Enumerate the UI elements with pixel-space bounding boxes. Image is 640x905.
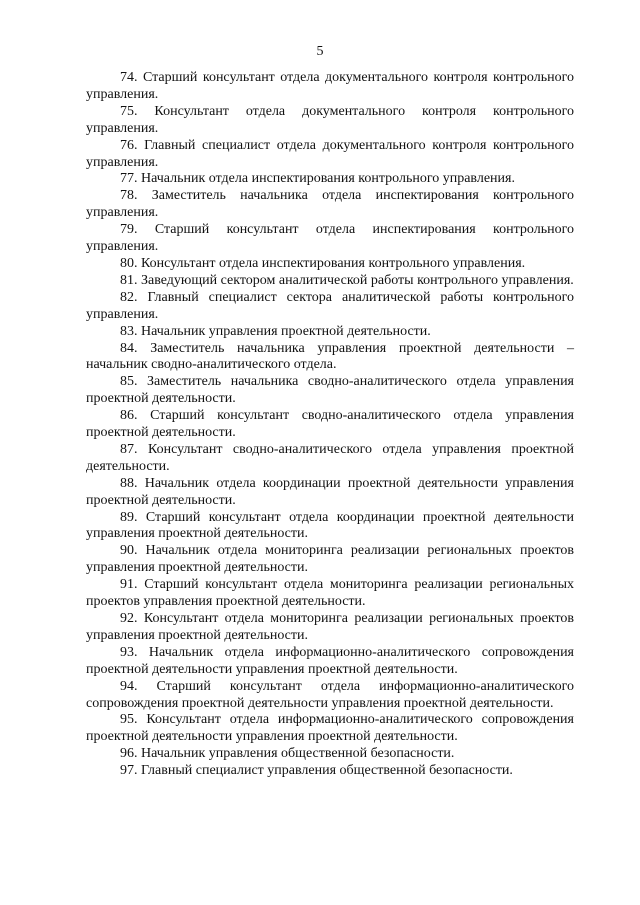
list-item: 85. Заместитель начальника сводно-аналитического отдела управления проектной деятельности. [86, 374, 574, 407]
list-item: 83. Начальник управления проектной деятельности. [120, 323, 431, 339]
list-item: 82. Главный специалист сектора аналитической работы контрольного управления. [86, 289, 574, 322]
list-item: 87. Консультант сводно-аналитического отдела управления проектной деятельности. [86, 441, 574, 474]
page-number: 5 [316, 44, 324, 59]
list-item: 74. Старший консультант отдела документального контроля контрольного управления. [86, 70, 574, 102]
list-item: 77. Начальник отдела инспектирования контрольного управления. [120, 171, 515, 187]
list-item: 94. Старший консультант отдела информационно-аналитического сопровождения проектной деятельности управления проектной деятельности. [86, 678, 574, 711]
list-item: 90. Начальник отдела мониторинга реализации региональных проектов управления проектной деятельности. [86, 543, 574, 576]
list-item: 79. Старший консультант отдела инспектирования контрольного управления. [86, 222, 574, 255]
position-list [86, 70, 574, 780]
list-item: 88. Начальник отдела координации проектной деятельности управления проектной деятельности. [86, 475, 574, 508]
list-item: 75. Консультант отдела документального контроля контрольного управления. [86, 103, 574, 136]
list-item: 91. Старший консультант отдела мониторинга реализации региональных проектов управления проектной деятельности. [86, 577, 574, 610]
list-item: 92. Консультант отдела мониторинга реализации региональных проектов управления проектной деятельности. [86, 611, 574, 643]
list-item: 89. Старший консультант отдела координации проектной деятельности управления проектной деятельности. [86, 509, 574, 542]
list-item: 81. Заведующий сектором аналитической работы контрольного управления. [120, 272, 574, 288]
list-item: 95. Консультант отдела информационно-аналитического сопровождения проектной деятельности управления проектной деятельности. [86, 712, 574, 745]
list-item: 84. Заместитель начальника управления проектной деятельности – начальник сводно-аналитического отдела. [86, 340, 574, 373]
list-item: 86. Старший консультант сводно-аналитического отдела управления проектной деятельности. [86, 408, 574, 441]
list-item: 80. Консультант отдела инспектирования контрольного управления. [120, 255, 526, 271]
list-item: 76. Главный специалист отдела документального контроля контрольного управления. [86, 137, 574, 170]
list-item: 78. Заместитель начальника отдела инспектирования контрольного управления. [86, 188, 574, 221]
list-item: 93. Начальник отдела информационно-аналитического сопровождения проектной деятельности управления проектной деятельности. [86, 644, 574, 677]
list-item: 97. Главный специалист управления общественной безопасности. [120, 763, 513, 779]
list-item: 96. Начальник управления общественной безопасности. [120, 746, 455, 762]
